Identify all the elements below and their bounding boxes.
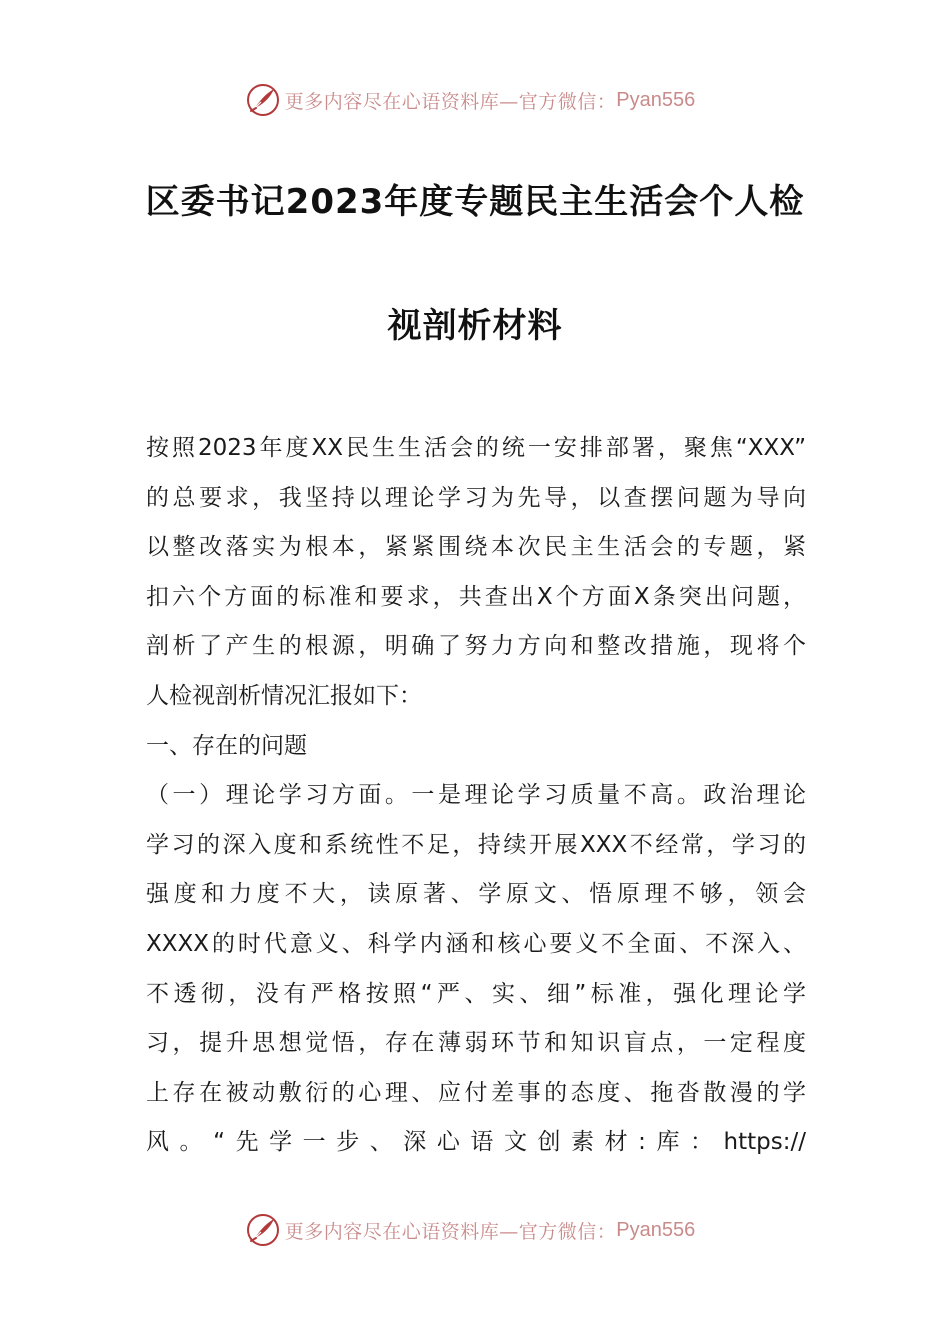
header-banner-handle: Pyan556 [616,88,696,111]
body-line-6: 人检视剖析情况汇报如下： [146,682,422,709]
body-line-10: 强度和力度不大，读原著、学原文、悟原理不够，领会 [146,881,806,908]
body-line-2: 的总要求，我坚持以理论学习为先导，以查摆问题为导向 [146,484,806,511]
body-line-14: 上存在被动敷衍的心理、应付差事的态度、拖沓散漫的学 [146,1079,806,1106]
header-banner-content [245,82,695,118]
body-line-8: （一）理论学习方面。一是理论学习质量不高。政治理论 [146,782,806,809]
body-line-4: 扣六个方面的标准和要求，共查出X个方面X条突出问题， [146,583,806,610]
body-line-15: 风。“先学一步、深心语文创素材:库：https:// [146,1129,806,1156]
footer-banner-handle: Pyan556 [616,1218,696,1241]
body-line-9: 学习的深入度和系统性不足，持续开展XXX不经常，学习的 [146,831,806,858]
document-body [146,428,806,1172]
body-line-12: 不透彻，没有严格按照“严、实、细”标准，强化理论学 [146,980,806,1007]
body-line-11: XXXX的时代意义、科学内涵和核心要义不全面、不深入、 [146,930,806,957]
section-heading-problems: 一、存在的问题 [146,732,307,759]
footer-banner-text: 更多内容尽在心语资料库—官方微信： [284,1220,617,1243]
body-line-1: 按照2023年度XX民生生活会的统一安排部署，聚焦“XXX” [146,435,806,461]
footer-banner-content [245,1212,695,1248]
footer-banner [0,1210,950,1250]
body-line-3: 以整改落实为根本，紧紧围绕本次民主生活会的专题，紧 [146,534,806,561]
body-line-5: 剖析了产生的根源，明确了努力方向和整改措施，现将个 [146,633,806,660]
header-banner [0,80,950,120]
document-title-line-1: 区委书记2023年度专题民主生活会个人检 [145,182,805,222]
header-banner-text: 更多内容尽在心语资料库—官方微信： [284,90,617,113]
quill-pen-icon [245,1212,281,1248]
body-line-13: 习，提升思想觉悟，存在薄弱环节和知识盲点，一定程度 [146,1030,806,1057]
document-title-line-2: 视剖析材料 [387,306,563,346]
quill-pen-icon [245,82,281,118]
